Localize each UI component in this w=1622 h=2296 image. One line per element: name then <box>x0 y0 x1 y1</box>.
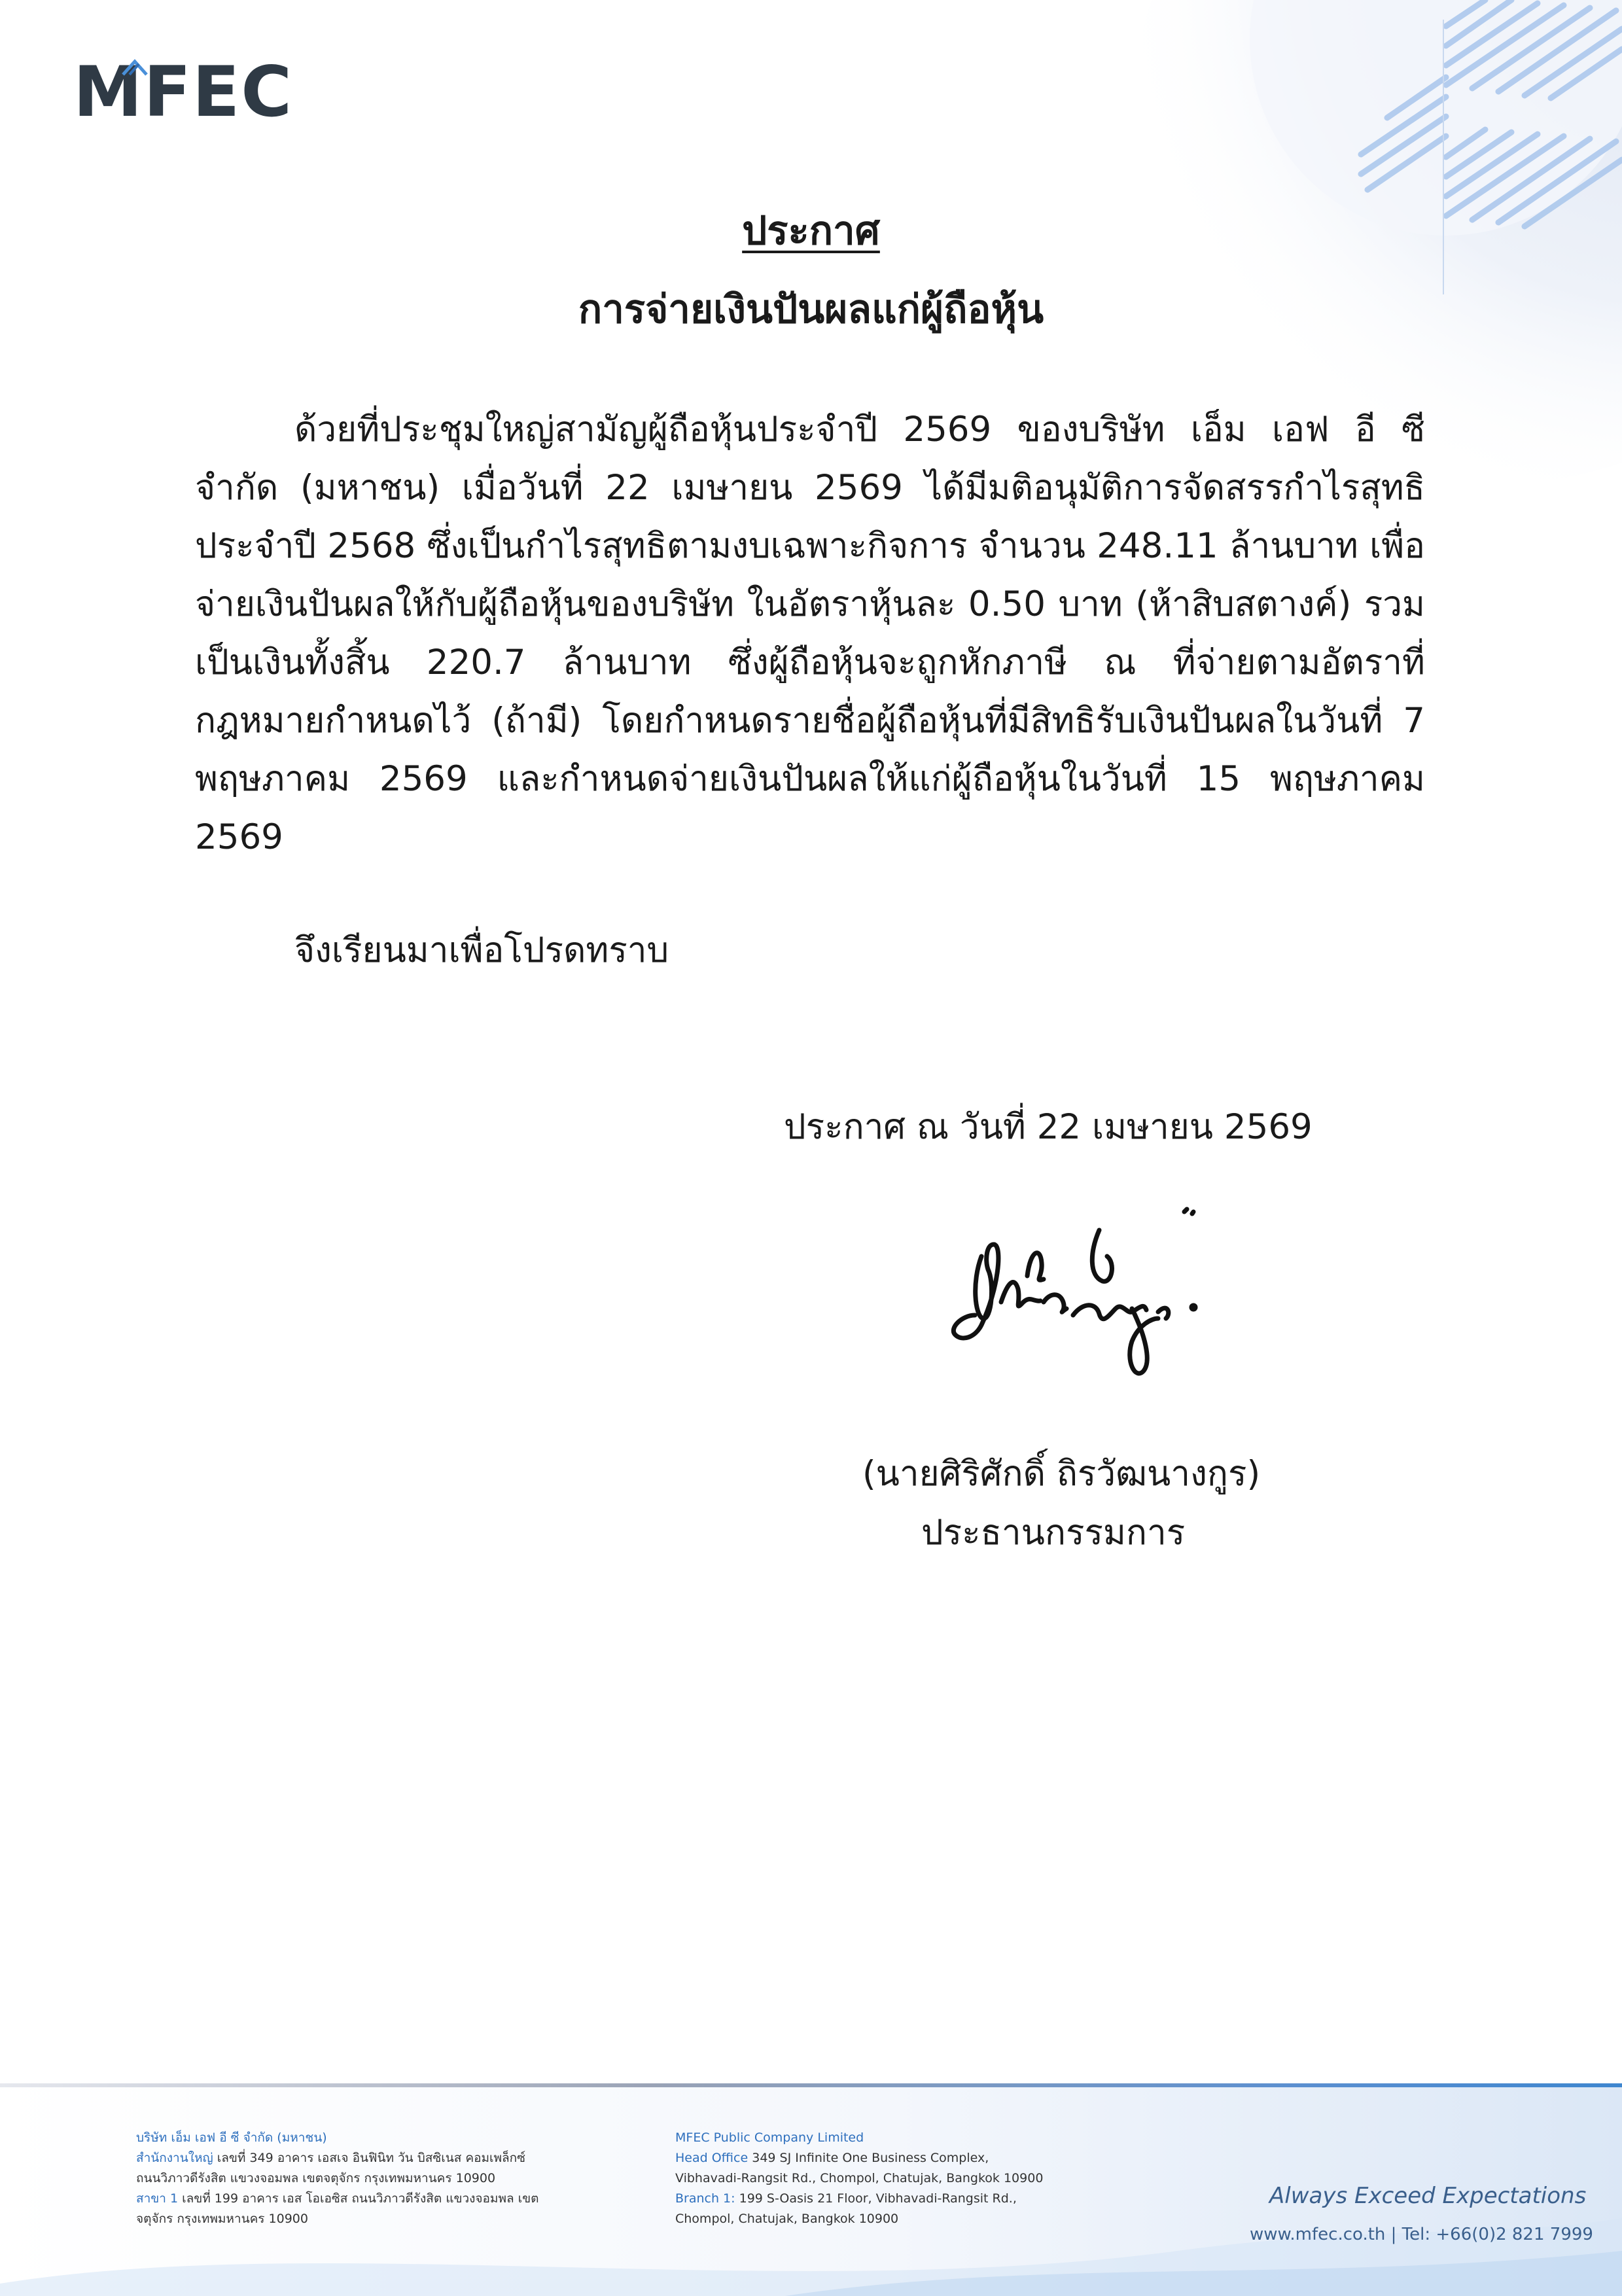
footer-thai-head-office-address: เลขที่ 349 อาคาร เอสเจ อินฟินิท วัน บิสซิเนส คอมเพล็กซ์ <box>217 2151 526 2165</box>
footer-thai-branch-label: สาขา 1 <box>136 2191 179 2206</box>
logo-arrow-icon <box>120 58 150 76</box>
footer-english-head-office-label: Head Office <box>675 2151 749 2165</box>
footer-thai-head-office-address-2: ถนนวิภาวดีรังสิต แขวงจอมพล เขตจตุจักร กรุงเทพมหานคร 10900 <box>136 2171 496 2185</box>
footer-thai-branch-address-2: จตุจักร กรุงเทพมหานคร 10900 <box>136 2212 308 2226</box>
footer-english-address <box>675 2128 1094 2229</box>
footer-slogan: Always Exceed Expectations <box>1269 2183 1587 2209</box>
handwritten-signature <box>936 1204 1224 1394</box>
footer-contact: www.mfec.co.th | Tel: +66(0)2 821 7999 <box>1250 2225 1593 2244</box>
page-subtitle: การจ่ายเงินปันผลแก่ผู้ถือหุ้น <box>578 287 1044 332</box>
announcement-body <box>195 400 1425 866</box>
footer-english-branch-address: 199 S-Oasis 21 Floor, Vibhavadi-Rangsit Rd., <box>739 2191 1017 2206</box>
signer-title: ประธานกรรมการ <box>921 1513 1186 1553</box>
footer-english-head-office-address: 349 SJ Infinite One Business Complex, <box>752 2151 989 2165</box>
footer-english-head-office-address-2: Vibhavadi-Rangsit Rd., Chompol, Chatujak, Bangkok 10900 <box>675 2171 1044 2185</box>
footer-english-company: MFEC Public Company Limited <box>675 2130 864 2145</box>
footer-thai-address <box>136 2128 568 2229</box>
body-paragraph: ด้วยที่ประชุมใหญ่สามัญผู้ถือหุ้นประจำปี 2569 ของบริษัท เอ็ม เอฟ อี ซี จำกัด (มหาชน) เมื่อวันที่ 22 เมษายน 2569 ได้มีมติอนุมัติการจัดสรรกำไรสุทธิประจำปี 2568 ซึ่งเป็นกำไรสุทธิตามงบเฉพาะกิจการ จำนวน 248.11 ล้านบาท เพื่อจ่ายเงินปันผลให้กับผู้ถือหุ้นของบริษัท ในอัตราหุ้นละ 0.50 บาท (ห้าสิบสตางค์) รวมเป็นเงินทั้งสิ้น 220.7 ล้านบาท ซึ่งผู้ถือหุ้นจะถูกหักภาษี ณ ที่จ่ายตามอัตราที่กฎหมายกำหนดไว้ (ถ้ามี) โดยกำหนดรายชื่อผู้ถือหุ้นที่มีสิทธิรับเงินปันผลในวันที่ 7 พฤษภาคม 2569 และกำหนดจ่ายเงินปันผลให้แก่ผู้ถือหุ้นในวันที่ 15 พฤษภาคม 2569 <box>195 410 1425 857</box>
announcement-date: ประกาศ ณ วันที่ 22 เมษายน 2569 <box>784 1107 1313 1147</box>
page-title: ประกาศ <box>742 208 880 254</box>
footer-thai-head-office-label: สำนักงานใหญ่ <box>136 2151 213 2165</box>
footer-thai-company: บริษัท เอ็ม เอฟ อี ซี จำกัด (มหาชน) <box>136 2130 327 2145</box>
logo-text: MFEC <box>73 52 294 132</box>
footer-english-branch-label: Branch 1: <box>675 2191 735 2206</box>
footer-thai-branch-address: เลขที่ 199 อาคาร เอส โอเอซิส ถนนวิภาวดีรังสิต แขวงจอมพล เขต <box>182 2191 539 2206</box>
closing-line: จึงเรียนมาเพื่อโปรดทราบ <box>294 930 669 970</box>
company-logo <box>73 52 294 132</box>
footer-english-branch-address-2: Chompol, Chatujak, Bangkok 10900 <box>675 2212 899 2226</box>
signer-name: (นายศิริศักดิ์ ถิรวัฒนางกูร) <box>862 1454 1261 1494</box>
